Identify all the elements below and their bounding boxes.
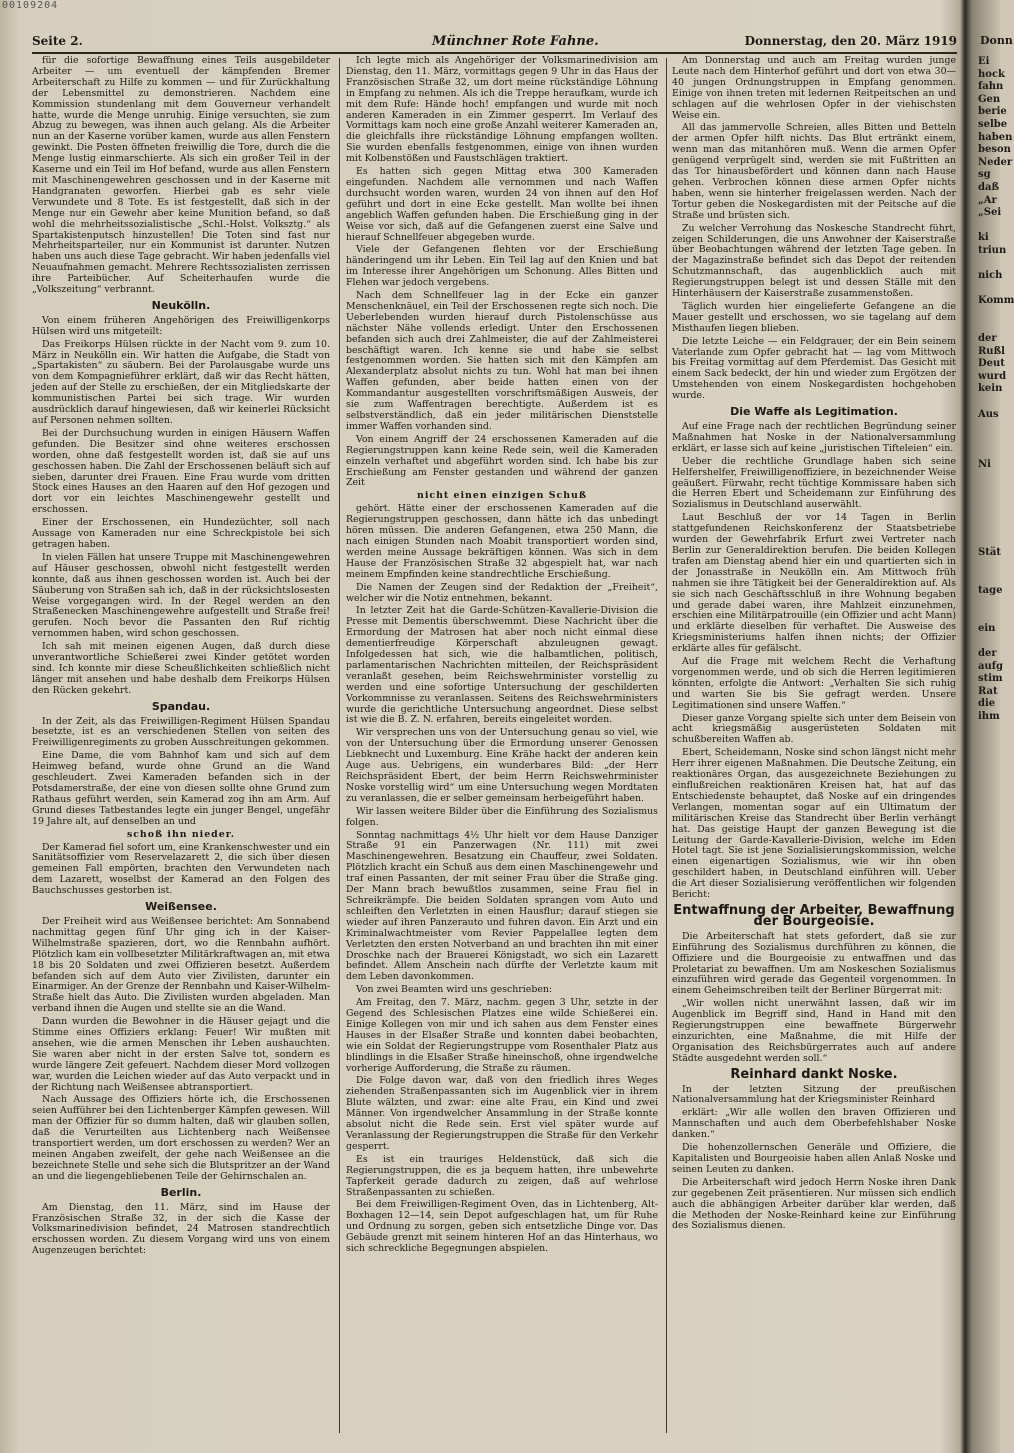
edge-text-fragment [978, 635, 1000, 648]
paragraph: „Wir wollen nicht unerwähnt lassen, daß wir im Augenblick im Begriff sind, Hand in Hand mit den Regierungstruppen eine bewaffnete Bürgerwehr einzurichten, eine Maßnahme, die mit Hilfe der Organisation des Reichsbürgerrates auch auf andere Städte ausgedehnt werden soll.“ [672, 998, 956, 1064]
edge-text-fragment: ihm [978, 710, 1000, 722]
edge-text-fragment [978, 598, 1000, 611]
edge-text-fragment: Gen [978, 93, 1001, 105]
edge-text-fragment [978, 396, 1000, 409]
column-rule [339, 58, 340, 1433]
edge-text-fragment: daß [978, 181, 1000, 193]
paragraph: Dieser ganze Vorgang spielte sich unter dem Beisein von acht kriegsmäßig ausgerüsteten Soldaten mit schußbereiten Waffen ab. [672, 712, 956, 746]
edge-text-fragment [978, 560, 1000, 573]
page-header [32, 30, 957, 54]
paragraph: Ich legte mich als Angehöriger der Volksmarinedivision am Dienstag, den 11. März, vormittags gegen 9 Uhr in das Haus der Französischen Straße 32, um dort meine rückständige Löhnung in Empfang zu nehmen. Als ich die Treppe heraufkam, wurde ich mit dem Rufe: Hände hoch! empfangen und wurde mit noch anderen Kameraden in ein Zimmer gesperrt. Im Verlauf des Vormittags kam noch eine große Anzahl weiterer Kameraden an, die gleichfalls ihre rückständige Löhnung empfangen wollten. Sie wurden ebenfalls festgenommen, einige von ihnen wurden mit Kolbenstößen und Faustschlägen traktiert. [346, 55, 658, 165]
edge-text-fragment: Aus [978, 408, 999, 420]
edge-text-fragment [978, 509, 1000, 522]
edge-text-fragment [978, 484, 1000, 497]
edge-text-fragment: Stät [978, 547, 1001, 559]
edge-text-fragment: beson [978, 144, 1011, 156]
edge-text-fragment: der [978, 647, 997, 659]
edge-text-fragment [978, 610, 1000, 623]
edge-text-fragment [978, 446, 1000, 459]
column-rule [666, 58, 667, 1433]
paragraph: Die letzte Leiche — ein Feldgrauer, der ein Bein seinem Vaterlande zum Opfer gebracht hat — lag vom Mittwoch bis Freitag vormittag auf dem Pferdemist. Das Gesicht mit einem Sack bedeckt, der hin und wieder zum Ergötzen der Umstehenden von einem Noskegardisten hochgehoben wurde. [672, 335, 956, 402]
section-heading: Die Waffe als Legitimation. [730, 405, 898, 419]
edge-text-fragment: die [978, 698, 996, 710]
paragraph: Der Kamerad fiel sofort um, eine Krankenschwester und ein Sanitätsoffizier vom Reservelazarett 2, die sich über diesen gemeinen Fall empörten, brachten den Verwundeten nach dem Lazarett, woselbst der Kamerad an den Folgen des Bauchschusses gestorben ist. [32, 841, 330, 897]
paragraph: Nach Aussage des Offiziers hörte ich, die Erschossenen seien Aufführer bei den Lichtenberger Kämpfen gewesen. Will man der Offizier für so dumm halten, daß wir glauben sollen, daß die Verurteilten aus Lichtenberg nach Weißensee transportiert werden, um dort erschossen zu werden? Wer an meinen Angaben zweifelt, der gehe nach Weißensee an die bezeichnete Stelle und sehe sich die Blutspritzer an der Wand an und die liegengebliebenen Teile der Gehirnschalen an. [32, 1094, 330, 1182]
page-number: Seite 2. [32, 34, 83, 48]
paragraph: Am Dienstag, den 11. März, sind im Hause der Französischen Straße 32, in der sich die Kasse der Volksmarinedivision befindet, 24 Matrosen standrechtlich erschossen worden. Zu diesem Vorgang wird uns von einem Augenzeugen berichtet: [32, 1201, 330, 1257]
edge-text-fragment: Ei [978, 56, 990, 67]
section-heading: Berlin. [160, 1185, 202, 1199]
edge-text-fragment: Neder [978, 156, 1013, 168]
paragraph: Von zwei Beamten wird uns geschrieben: [356, 984, 553, 996]
edge-text-fragment: kein [978, 383, 1003, 395]
edge-text-fragment: berie [978, 106, 1007, 118]
edge-text-fragment: Komm [978, 295, 1014, 307]
edge-text-fragment: „Sei [978, 207, 1002, 219]
section-heading: Spandau. [151, 699, 211, 713]
edge-text-fragment: triun [978, 244, 1007, 256]
paragraph: Laut Beschluß der vor 14 Tagen in Berlin stattgefundenen Reichskonferenz der Staatsbetriebe wurden der Gewehrfabrik Erfurt zwei Vertreter nach Berlin zur Generaldirektion berufen. Die beiden Kollegen trafen am Dienstag abend hier ein und quartierten sich in der Jonasstraße in Neukölln ein. Am Mittwoch früh nahmen sie ihre Tätigkeit bei der Generaldirektion auf. Als sie sich nach Geschäftsschluß in ihre Wohnung begaben und gerade dabei waren, ihre Mahlzeit einzunehmen, erschien eine Militärpatrouille (ein Offizier und acht Mann) und erklärte dieselben für verhaftet. Die Ausweise des Kriegsministeriums halfen ihnen nichts; der Offizier erklärte alles für gefälscht. [672, 512, 956, 655]
section-heading: Neukölln. [151, 298, 211, 312]
edge-text-fragment [978, 522, 1000, 535]
paragraph: Ich sah mit meinen eigenen Augen, daß durch diese unverantwortliche Schießerei zwei Kinder getötet worden sind. Ich konnte mir diese Scheußlichkeiten schließlich nicht länger mit ansehen und habe deshalb dem Freikorps Hülsen den Rücken gekehrt. [32, 641, 330, 696]
paragraph: Es ist ein trauriges Heldenstück, daß sich die Regierungstruppen, die es ja bequem hatten, ihre unbewehrte Tapferkeit gerade dadurch zu zeigen, daß auf wehrlose Straßenpassanten zu schießen. [346, 1153, 658, 1198]
edge-text-fragment: Rußl [978, 345, 1005, 357]
edge-text-fragment: der [978, 333, 997, 345]
paragraph: Das Freikorps Hülsen rückte in der Nacht vom 9. zum 10. März in Neukölln ein. Wir hatten die Aufgabe, die Stadt von „Spartakisten“ zu säubern. Bei der Parolausgabe wurde uns von dem Kompagnieführer erklärt, daß wir das Recht hätten, jeden auf der Stelle zu erschießen, der ein Mitgliedskarte der kommunistischen Partei bei sich trage. Wir wurden ausdrücklich darauf hingewiesen, daß wir keinerlei Rücksicht auf Personen nehmen sollten. [32, 338, 330, 426]
edge-text-fragment: aufg [978, 660, 1004, 672]
edge-text-fragment: Deut [978, 358, 1005, 370]
paragraph: Dann wurden die Bewohner in die Häuser gejagt und die Stimme eines Offiziers erklang: Feuer! Wir mußten mit ansehen, wie die armen Menschen ihr Leben aushauchten. Sie waren aber nicht in der ersten Salve tot, sondern es wurde längere Zeit gefeuert. Nachdem dieser Mord vollzogen war, wurden die Leichen wieder auf das Auto verpackt und in der Richtung nach Weißensee abtransportiert. [32, 1016, 330, 1093]
article-column-1 [32, 56, 330, 1436]
paragraph: In der letzten Sitzung der preußischen Nationalversammlung hat der Kriegsminister Reinhard [672, 1083, 956, 1106]
next-page-header-fragment: Donn [980, 34, 1013, 47]
paragraph: für die sofortige Bewaffnung eines Teils ausgebildeter Arbeiter — um eventuell der kämpfenden Bremer Arbeiterschaft zu Hilfe zu kommen — und für Zurückhaltung der Lebensmittel zu demonstrieren. Nachdem eine Kommission stundenlang mit dem Gouverneur verhandelt hatte, wurde die Menge unruhig. Einige versuchten, sie zum Abzug zu bewegen, was ihnen auch gelang. Als die Arbeiter nun an der Kaserne vorüber kamen, wurde aus allen Fenstern gewinkt. Die Posten öffneten freiwillig die Tore, durch die die Menge lustig einmarschierte. Als sich ein großer Teil in der Kaserne und ein Teil im Hof befand, wurde aus allen Fenstern mit Maschinengewehren geschossen und in der Kaserne mit Handgranaten geworfen. Hierbei gab es sehr viele Verwundete und 8 Tote. Es ist festgestellt, daß sich in der Menge nur ein Gewehr aber keine Munition befand, so daß wohl die mehrheitssozialistische „Schl.-Holst. Volksztg.“ als Spartakistenputsch hinzustellen! Die Toten sind fast nur Mehrheitsparteiler, nur ein Kommunist ist darunter. Nutzen haben uns auch diese Tage gebracht. Wir haben jedenfalls viel Neuaufnahmen gemacht. Mehrere Rechtssozialisten zerrissen ihre Parteibücher. Auf Scheiterhaufen wurde die „Volkszeitung“ verbrannt. [32, 55, 330, 296]
article-column-3 [672, 56, 956, 1436]
edge-text-fragment [978, 258, 1000, 271]
paragraph: Die Namen der Zeugen sind der Redaktion der „Freiheit“, welcher wir die Notiz entnehmen, bekannt. [346, 581, 658, 604]
edge-text-fragment [978, 434, 1000, 447]
newspaper-title: Münchner Rote Fahne. [432, 34, 599, 49]
edge-text-fragment: Ni [978, 459, 991, 470]
paragraph: Zu welcher Verrohung das Noskesche Standrecht führt, zeigen Schilderungen, die uns Anwohner der Kaiserstraße über Beobachtungen während der letzten Tage geben. In der Magazinstraße befindet sich das Depot der reitenden Schutzmannschaft, das augenblicklich auch mit Regierungstruppen belegt ist und dessen Ställe mit den Hinterhäusern der Kaiserstraße zusammenstoßen. [672, 222, 956, 300]
edge-text-fragment: nich [978, 270, 1003, 282]
edge-text-fragment [978, 472, 1000, 485]
edge-text-fragment [978, 220, 1000, 233]
paragraph: Am Freitag, den 7. März, nachm. gegen 3 Uhr, setzte in der Gegend des Schlesischen Platzes eine wilde Schießerei ein. Einige Kollegen von mir und ich sahen aus dem Fenster eines Hauses in der Elsaßer Straße und konnten dabei beobachten, wie ein Soldat der Regierungstruppe vom Rosenthaler Platz aus blindlings in die Elsaßer Straße hineinschoß, ohne irgendwelche vorherige Aufforderung, die Straße zu räumen. [346, 997, 658, 1074]
paragraph: Ueber die rechtliche Grundlage haben sich seine Helfershelfer, Freiwilligenoffiziere, in bezeichnender Weise geäußert. Fürwahr, recht tüchtige Kommissare haben sich die Herren Ebert und Scheidemann zur Einführung des Sozialismus in Deutschland auserwählt. [672, 455, 956, 511]
paragraph: Von einem Angriff der 24 erschossenen Kameraden auf die Regierungstruppen kann keine Rede sein, weil die Kameraden einzeln verhaftet und abgeführt worden sind. Ich habe bis zur Erschießung am Fenster gestanden und während der ganzen Zeit [346, 433, 658, 489]
edge-text-fragment: ki [978, 232, 989, 244]
edge-text-fragment: tage [978, 584, 1003, 596]
edge-text-fragment: haben [978, 131, 1013, 143]
edge-text-fragment [978, 497, 1000, 510]
edge-text-fragment [978, 572, 1000, 585]
emphasized-line: schoß ihn nieder. [126, 828, 236, 840]
edge-text-fragment: fahn [978, 81, 1004, 93]
paragraph: erklärt: „Wir alle wollen den braven Offizieren und Mannschaften und auch dem Oberbefehlshaber Noske danken.“ [672, 1107, 956, 1141]
issue-date: Donnerstag, den 20. März 1919 [744, 34, 957, 48]
edge-text-fragment [978, 421, 1000, 434]
paragraph: Es hatten sich gegen Mittag etwa 300 Kameraden eingefunden. Nachdem alle vernommen und nach Waffen durchsucht worden waren, wurden 24 von ihnen auf den Hof geführt und dort in eine Ecke gestellt. Man wollte bei ihnen angeblich Waffen gefunden haben. Die Erschießung ging in der Weise vor sich, daß auf die Gefangenen zuerst eine Salve und hierauf Schnellfeuer abgegeben wurde. [346, 166, 658, 243]
paragraph: All das jammervolle Schreien, alles Bitten und Betteln der armen Opfer hilft nichts. Das Blut ertränkt einem, wenn man das mitanhören muß. Wenn die armen Opfer genügend verprügelt sind, werden sie mit Fußtritten an das Tor hinausbefördert und können dann nach Hause gehen. Verbrochen können diese armen Opfer nichts haben, wenn sie hinterher freigelassen werden. Nach der Tortur geben die Noskegardisten mit der Peitsche auf die Straße und brüsten sich. [672, 122, 956, 221]
paragraph: Bei der Durchsuchung wurden in einigen Häusern Waffen gefunden. Die Besitzer sind ohne weiteres erschossen worden, ohne daß festgestellt worden ist, daß sie auf uns geschossen haben. Die Zahl der Erschossenen beläuft sich auf sieben, darunter drei Frauen. Eine Frau wurde vom dritten Stock eines Hauses an den Haaren auf den Hof gezogen und dort vor ein leichtes Maschinengewehr gestellt und erschossen. [32, 427, 330, 516]
paragraph: Die Arbeiterschaft hat stets gefordert, daß sie zur Einführung des Sozialismus durchführen zu können, die Offiziere und die Bourgeoisie zu entwaffnen und das Proletariat zu bewaffnen. Um am Noskeschen Sozialismus einzuführen wird gerade das Gegenteil vorgenommen. In einem Geheimschreiben teilt der Berliner Bürgerrat mit: [672, 930, 956, 997]
paragraph: Viele der Gefangenen flehten vor der Erschießung händeringend um ihr Leben. Ein Teil lag auf den Knien und bat im Interesse ihrer Angehörigen um Schonung. Alles Bitten und Flehen war jedoch vergebens. [346, 244, 658, 289]
emphasized-line: nicht einen einzigen Schuß [417, 490, 587, 502]
section-heading: Reinhard dankt Noske. [730, 1066, 898, 1082]
section-heading: Weißensee. [145, 900, 217, 914]
edge-text-fragment: wurd [978, 370, 1007, 382]
paragraph: Einer der Erschossenen, ein Hundezüchter, soll nach Aussage von Kameraden nur eine Schreckpistole bei sich getragen haben. [32, 517, 330, 550]
edge-text-fragment: ein [978, 622, 996, 634]
section-heading: Entwaffnung der Arbeiter, Bewaffnung der Bourgeoisie. [673, 902, 955, 929]
paragraph: In letzter Zeit hat die Garde-Schützen-Kavallerie-Division die Presse mit Dementis überschwemmt. Diese Nachricht über die Ermordung der Matrosen hat aber noch nicht einmal diese dementierfreudige Körperschaft abzuleugnen gewagt. Infolgedessen hat sich, wie die halbamtlichen, politisch, parlamentarischen Nachrichten mitteilen, der Reichspräsident veranlaßt gesehen, beim Reichswehrminister vorstellig zu werden und eine sofortige Untersuchung der geschilderten Vorkommnisse zu veranlassen. Seitens des Reichswehrministers wurde die gerichtliche Untersuchung angeordnet. Diese selbst ist wie die B. Z. N. erfahren, bereits eingeleitet worden. [346, 605, 658, 726]
paragraph: Täglich wurden hier eingelieferte Gefangene an die Mauer gestellt und erschossen, wo sie tagelang auf dem Misthaufen liegen blieben. [672, 300, 956, 334]
article-column-2 [346, 56, 658, 1436]
next-page-edge-fragments [978, 56, 1014, 1436]
edge-text-fragment: hock [978, 68, 1005, 80]
edge-text-fragment: stim [978, 673, 1003, 685]
edge-text-fragment [978, 308, 1000, 321]
paragraph: Sonntag nachmittags 4½ Uhr hielt vor dem Hause Danziger Straße 91 ein Panzerwagen (Nr. 111) mit zwei Maschinengewehren. Besatzung ein Chauffeur, zwei Soldaten. Plötzlich kracht ein Schuß aus dem einen Maschinengewehr und traf einen Passanten, der mit seiner Frau über die Straße ging. Der Mann brach bewußtlos zusammen, seine Frau fiel in Schreikrämpfe. Die beiden Soldaten sprangen vom Auto und schleiften den Verletzten in einen Hausflur; darauf stiegen sie wieder auf ihren Panzerauto und fuhren davon. Ein Arzt und ein Kriminalwachtmeister vom Revier Pappelallee legten dem Verletzten den ersten Notverband an und brachten ihn mit einer Droschke nach der Brauerei Königstadt, wo sich ein Lazarett befindet. Allem Anschein nach dürfte der Verletzte kaum mit dem Leben davonkommen. [346, 829, 658, 983]
paragraph: gehört. Hätte einer der erschossenen Kameraden auf die Regierungstruppen geschossen, dann hätte ich das unbedingt hören müssen. Die anderen Gefangenen, etwa 250 Mann, die nach einigen Stunden nach Moabit transportiert worden sind, werden meine Aussage bekräftigen können. Was sich in dem Hause der Französischen Straße 32 abgespielt hat, war nach meinem Empfinden keine standrechtliche Erschießung. [346, 503, 658, 580]
edge-text-fragment: sg [978, 169, 991, 181]
paragraph: In der Zeit, als das Freiwilligen-Regiment Hülsen Spandau besetzte, ist es an verschiedenen Stellen von seiten des Freiwilligenregiments zu groben Ausschreitungen gekommen. [32, 715, 330, 749]
paragraph: Nach dem Schnellfeuer lag in der Ecke ein ganzer Menschenknäuel, ein Teil der Erschossenen regte sich noch. Die Ueberlebenden wurden hierauf durch Pistolenschüsse aus nächster Nähe vollends erledigt. Unter den Erschossenen befanden sich auch drei Zahlmeister, die auf der Zahlmeisterei beschäftigt waren. Ich kenne sie und habe sie selbst festgenommen worden. Sie hatten sich mit den Kämpfen am Alexanderplatz absolut nichts zu tun. Wohl hat man bei ihnen Waffen gefunden, aber beide hatten einen von der Kommandantur ausgestellten vorschriftsmäßigen Ausweis, der sie zum Waffentragen berechtigte. Außerdem ist es selbstverständlich, daß ein jeder militärischen Dienststelle immer Waffen vorhanden sind. [346, 290, 658, 432]
paragraph: Am Donnerstag und auch am Freitag wurden junge Leute nach dem Hinterhof geführt und dort von etwa 30—40 jungen Ordnungstruppen in Empfang genommen. Einige von ihnen treten mit ledernen Reitpeitschen an und schlagen auf die wehrlosen Opfer in der viehischsten Weise ein. [672, 55, 956, 121]
scan-id-label: 00109204 [2, 0, 59, 11]
paragraph: Auf die Frage mit welchem Recht die Verhaftung vorgenommen werde, und ob sich die Herren legitimieren könnten, erfolgte die Antwort: „Verhalten Sie sich ruhig und warten Sie bis Sie gefragt werden. Unsere Legitimationen sind unsere Waffen.“ [672, 656, 956, 711]
paragraph: Wir lassen weitere Bilder über die Einführung des Sozialismus folgen. [346, 805, 658, 828]
paragraph: Die hohenzollernschen Generäle und Offiziere, die Kapitalisten und Bourgeoisie haben allen Anlaß Noske und seinen Leuten zu danken. [672, 1142, 956, 1175]
paragraph: Die Arbeiterschaft wird jedoch Herrn Noske ihren Dank zur gegebenen Zeit präsentieren. Nur müssen sich endlich auch die abhängigen Arbeiter darüber klar werden, daß die Methoden der Noske-Reinhard keine zur Einführung des Sozialismus dienen. [672, 1176, 956, 1232]
paragraph: Bei dem Freiwilligen-Regiment Oven, das in Lichtenberg, Alt-Boxhagen 12—14, sein Depot aufgeschlagen hat, um für Ruhe und Ordnung zu sorgen, geben sich entsetzliche Dinge vor. Das Gebäude grenzt mit seinem hinteren Hof an das Hinterhaus, wo sich schreckliche Begegnungen abspielen. [346, 1199, 658, 1255]
edge-text-fragment [978, 320, 1000, 333]
edge-text-fragment [978, 535, 1000, 548]
edge-text-fragment [978, 283, 1000, 296]
paragraph: Die Folge davon war, daß von den friedlich ihres Weges ziehenden Straßenpassanten sich im Augenblick vier in ihrem Blute wälzten, und zwar: eine alte Frau, ein Kind und zwei Männer. Von irgendwelcher Ansammlung in der Straße konnte absolut nicht die Rede sein. Erst viel später wurde auf Veranlassung der Regierungstruppen die Straße für den Verkehr gesperrt. [346, 1075, 658, 1152]
paragraph: In vielen Fällen hat unsere Truppe mit Maschinengewehren auf Häuser geschossen, obwohl nicht festgestellt werden konnte, daß aus ihnen geschossen worden ist. Auch bei der Säuberung von Straßen sah ich, daß in der rücksichtslosesten Weise vorgegangen wird. In der Regel werden an den Straßenecken Maschinengewehre aufgestellt und Straße frei! gerufen. Noch bevor die Passanten den Ruf richtig vernommen haben, wird schon geschossen. [32, 551, 330, 640]
paragraph: Auf eine Frage nach der rechtlichen Begründung seiner Maßnahmen hat Noske in der Nationalversammlung erklärt, er lasse sich auf keine „juristischen Tifteleien“ ein. [672, 421, 956, 454]
paragraph: Der Freiheit wird aus Weißensee berichtet: Am Sonnabend nachmittag gegen fünf Uhr ging ich in der Kaiser-Wilhelmstraße spazieren, dort, wo die Rennbahn aufhört. Plötzlich kam ein vollbesetzter Militärkraftwagen an, mit etwa 18 bis 20 Soldaten und zwei Offizieren besetzt. Außerdem befanden sich auf dem Auto vier Zivilisten, darunter ein Einarmiger. An der Grenze der Rennbahn und Kaiser-Wilhelm-Straße hielt das Auto. Die Zivilisten wurden abgeladen. Man verband ihnen die Augen und stellte sie an die Wand. [32, 915, 330, 1015]
paragraph: Ebert, Scheidemann, Noske sind schon längst nicht mehr Herr ihrer eigenen Maßnahmen. Die Deutsche Zeitung, ein reaktionäres Organ, das ausgezeichnete Beziehungen zu einflußreichen reaktionären Kreisen hat, hat auf das Entschiedenste behauptet, daß Noske auf ein dringendes Verlangen, momentan sogar auf ein Ultimatum der militärischen Kreise das Standrecht über Berlin verhängt hat. Das geistige Haupt der ganzen Bewegung ist die Leitung der Garde-Kavallerie-Division, welche im Eden Hotel tagt. Sie ist jene Sozialisierungskommission, welche einen eigenartigen Sozialismus, wie wir ihn oben geschildert haben, in Deutschland einführen will. Ueber die Art dieser Sozialisierung veröffentlichen wir folgenden Bericht: [672, 747, 956, 901]
edge-text-fragment: „Ar [978, 194, 997, 206]
edge-text-fragment: Rat [978, 685, 998, 697]
edge-text-fragment: selbe [978, 118, 1008, 130]
paragraph: Wir versprechen uns von der Untersuchung genau so viel, wie von der Untersuchung über die Ermordung unserer Genossen Liebknecht und Luxemburg. Eine Krähe hackt der anderen kein Auge aus. Uebrigens, ein wunderbares Bild: „der Herr Reichspräsident Ebert, der beim Herrn Reichswehrminister Noske vorstellig wird“ um eine Untersuchung wegen Mordtaten zu veranlassen, die er selber gemeinsam herbeigeführt haben. [346, 727, 658, 804]
paragraph: Eine Dame, die vom Bahnhof kam und sich auf dem Heimweg befand, wurde ohne Grund an die Wand geschleudert. Zwei Kameraden befanden sich in der Potsdamerstraße, der eine von diesen sollte ohne Grund zum Rathaus geführt werden, sein Kamerad zog ihn am Arm. Auf Grund dieses Tatbestandes legte ein junger Bengel, ungefähr 19 Jahre alt, auf denselben an und [32, 750, 330, 827]
paragraph: Von einem früheren Angehörigen des Freiwilligenkorps Hülsen wird uns mitgeteilt: [32, 314, 330, 337]
